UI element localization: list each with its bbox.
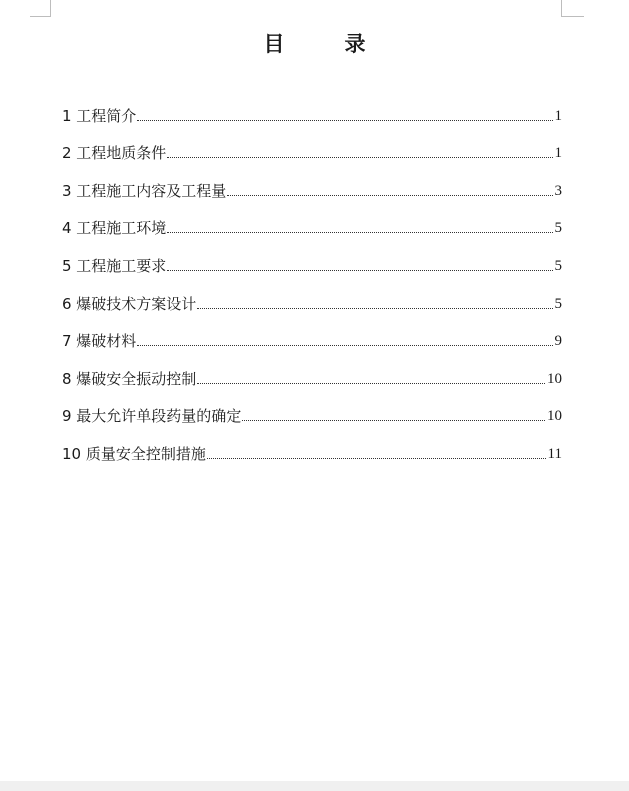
toc-dot-leader (227, 195, 552, 196)
toc-list (62, 88, 562, 464)
toc-dot-leader (137, 120, 552, 121)
toc-entry[interactable] (62, 126, 562, 164)
page-gap-strip (0, 781, 629, 791)
toc-entry-label: 2 工程地质条件 (62, 144, 167, 163)
toc-entry[interactable] (62, 314, 562, 352)
toc-entry[interactable] (62, 426, 562, 464)
toc-dot-leader (197, 308, 552, 309)
toc-dot-leader (197, 383, 545, 384)
toc-entry-label: 10 质量安全控制措施 (62, 444, 206, 463)
toc-page-number: 1 (554, 107, 562, 124)
toc-page-number: 5 (554, 257, 562, 274)
toc-entry-label: 4 工程施工环境 (62, 219, 167, 238)
toc-page-number: 11 (547, 445, 562, 462)
toc-entry[interactable] (62, 276, 562, 314)
crop-mark-top-right (561, 0, 584, 17)
toc-entry-label: 5 工程施工要求 (62, 256, 167, 275)
toc-entry-label: 9 最大允许单段药量的确定 (62, 407, 242, 426)
toc-entry-label: 3 工程施工内容及工程量 (62, 181, 227, 200)
toc-page-number: 10 (547, 408, 562, 425)
toc-dot-leader (137, 345, 552, 346)
toc-dot-leader (242, 420, 545, 421)
toc-dot-leader (167, 232, 552, 233)
toc-entry[interactable] (62, 201, 562, 239)
toc-entry[interactable] (62, 88, 562, 126)
toc-page-number: 1 (554, 145, 562, 162)
toc-entry[interactable] (62, 238, 562, 276)
toc-title: 目录 (263, 32, 426, 56)
toc-page-number: 9 (554, 333, 562, 350)
toc-entry[interactable] (62, 351, 562, 389)
toc-entry-label: 1 工程简介 (62, 106, 137, 125)
toc-entry-label: 7 爆破材料 (62, 332, 137, 351)
toc-dot-leader (167, 270, 552, 271)
toc-entry[interactable] (62, 389, 562, 427)
toc-page-number: 5 (554, 220, 562, 237)
toc-page-number: 10 (547, 370, 562, 387)
toc-entry-label: 8 爆破安全振动控制 (62, 369, 197, 388)
toc-entry[interactable] (62, 163, 562, 201)
toc-dot-leader (167, 157, 552, 158)
toc-page-number: 5 (554, 295, 562, 312)
toc-page-number: 3 (554, 182, 562, 199)
toc-dot-leader (207, 458, 546, 459)
crop-mark-top-left (30, 0, 51, 17)
toc-entry-label: 6 爆破技术方案设计 (62, 294, 197, 313)
